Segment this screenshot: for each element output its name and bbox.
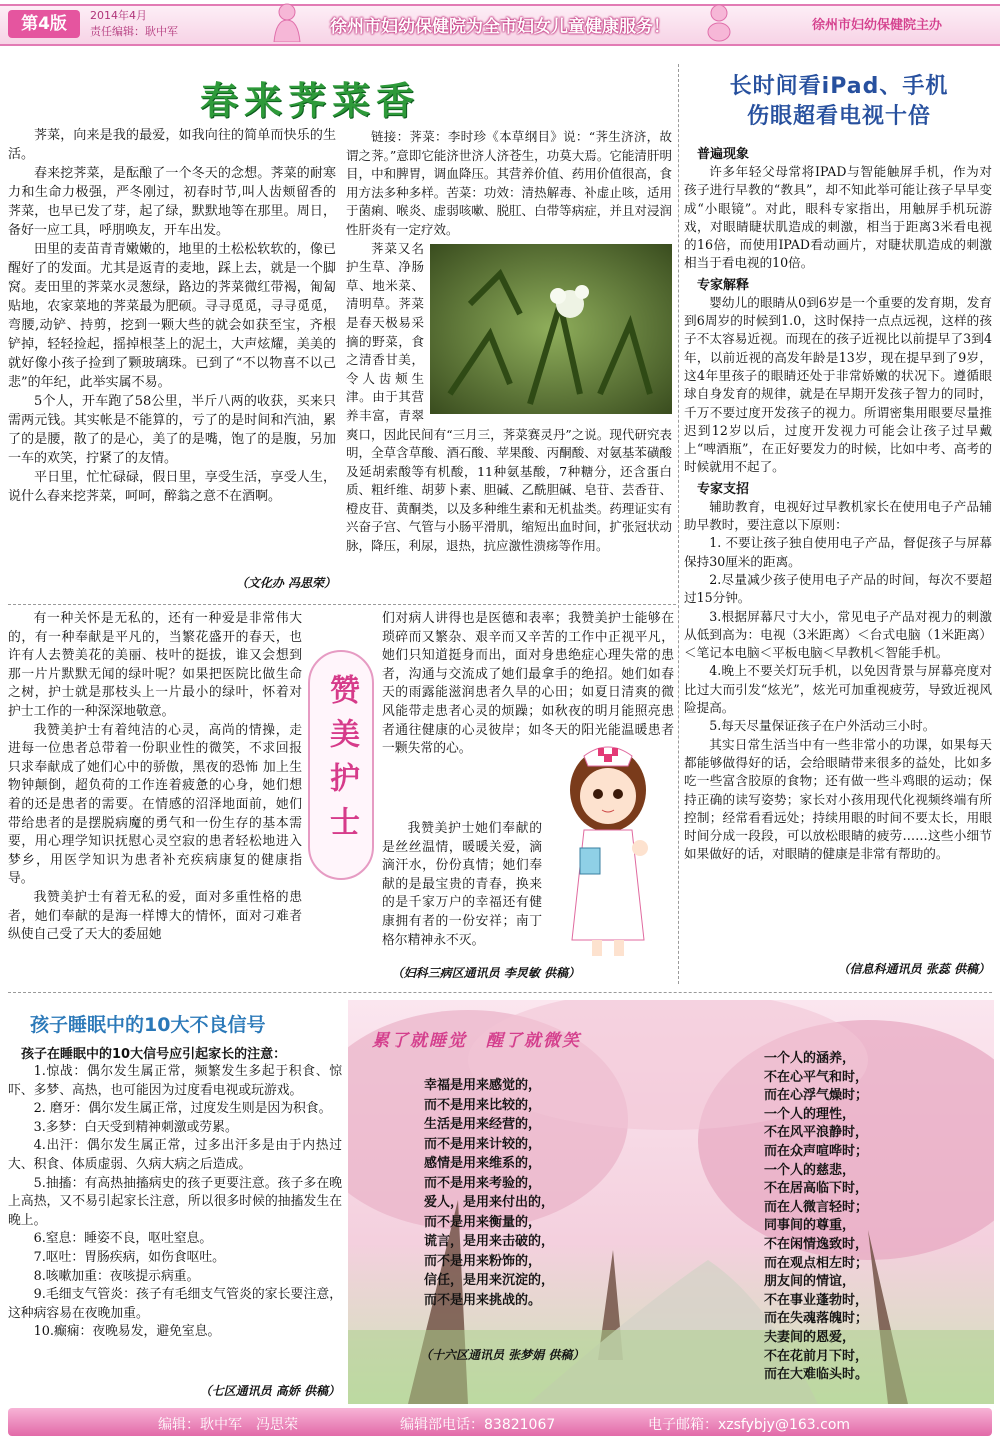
article4-item: 2. 磨牙：偶尔发生属正常，过度发生则是因为积食。 <box>33 1101 332 1117</box>
poem-line: 而在众声喧哗时； <box>764 1143 869 1159</box>
article4-item: 9.毛细支气管炎：孩子有毛细支气管炎的家长要注意，这种病容易在夜晚加重。 <box>8 1287 342 1321</box>
article1-paragraph: 田里的麦苗青青嫩嫩的，地里的土松松软软的，像已醒好了的发面。尤其是返青的麦地，踩上去，就是一个脚窝。麦田里的荠菜水灵葱绿，路边的荠菜微红带褐，匍匐贴地，农家菜地的荠菜最为肥硕。寻寻觅觅，寻寻觅觅，弯腰,动铲、持剪，挖到一颗大些的就会如获至宝，齐根铲掉，轻轻捡起，摇掉根茎上的泥土，大声炫耀，美美的就好像小孩子捡到了颗玻璃珠。已到了“不以物喜不以己悲”的年纪，此举实属不易。 <box>8 242 336 390</box>
page-header <box>0 0 1000 44</box>
poem-line: 而在人微言轻时； <box>764 1199 869 1215</box>
shepherds-purse-photo <box>430 244 672 414</box>
article4-item: 6.窒息：睡姿不良，呕吐窒息。 <box>33 1231 213 1247</box>
article3-paragraph: 我赞美护士有着无私的爱，面对多重性格的患者，她们奉献的是海一样博大的情怀，面对刁难者纵使自己受了天大的委屈她 <box>8 889 302 943</box>
article3-paragraph: 有一种关怀是无私的，还有一种爱是非常伟大的，有一种奉献是平凡的，当繁花盛开的春天，也许有人去赞美花的美丽、枝叶的挺拔，谁又会想到那一片片默默无闻的绿叶呢？如果把医院比做生命之树，护士就是那枝头上一片最小的绿叶，怀着对护士工作的一种深深地敬意。 <box>8 611 302 719</box>
article2-paragraph: 1. 不要让孩子独自使用电子产品，督促孩子与屏幕保持30厘米的距离。 <box>684 535 992 569</box>
issue-editor: 责任编辑：耿中军 <box>90 25 178 38</box>
poem-line: 而不是用来计较的， <box>424 1136 542 1152</box>
article2-subhead: 普遍现象 <box>697 147 750 162</box>
page-footer <box>8 1408 992 1436</box>
article2-paragraph: 2.尽量减少孩子使用电子产品的时间，每次不要超过15分钟。 <box>684 571 992 606</box>
column-divider <box>678 64 679 984</box>
footer-email: 电子邮箱：xzsfybjy@163.com <box>648 1417 851 1433</box>
poem-line: 幸福是用来感觉的， <box>424 1078 542 1093</box>
article3-credit: （妇科三病区通讯员 李炅敏 供稿） <box>391 966 580 980</box>
article4-credit: （七区通讯员 高娇 供稿） <box>199 1384 340 1398</box>
section-divider <box>8 604 676 605</box>
poem-line: 而不是用来粉饰的， <box>424 1253 542 1269</box>
article1-credit: （文化办 冯思荣） <box>235 576 336 590</box>
mother-figure-icon <box>268 2 306 42</box>
article2-paragraph: 4.晚上不要关灯玩手机，以免因背景与屏幕亮度对比过大而引发“炫光”，炫光可加重视疲劳，导致近视风险提高。 <box>684 663 992 716</box>
article2-paragraph: 许多年轻父母常将IPAD与智能触屏手机，作为对孩子进行早教的“教具”，却不知此举可能让孩子早早变成“小眼镜”。对此，眼科专家指出，用触屏手机玩游戏，对眼睛睫状肌造成的刺激，相当于距离3米看电视的16倍，而使用IPAD看动画片，对睫状肌造成的刺激相当于看电视的10倍。 <box>684 164 992 271</box>
article3-title-box <box>308 650 374 880</box>
article2-paragraph: 婴幼儿的眼睛从0到6岁是一个重要的发育期，发育到6周岁的时候到1.0，这时保持一点点远视，这样的孩子不太容易近视。而现在的孩子近视比以前提早了3到4年，以前近视的高发年龄是13岁，现在提早到了9岁，这4年里孩子的眼睛还处于非常娇嫩的状况下。遵循眼球自身发育的规律，就是在早期开发孩子智力的同时，千万不要过度开发孩子的视力。所谓密集用眼要尽量推迟到12岁以后，过度开发视力可能会让孩子过早戴上“啤酒瓶”，在正好要发力的时候，比如中考、高考的时候就用不起了。 <box>684 294 992 475</box>
article4-item: 1.惊战：偶尔发生属正常，频繁发生多起于积食、惊吓、多梦、高热，也可能因为过度看电视或玩游戏。 <box>8 1064 342 1098</box>
article2-paragraph: 辅助教育，电视好过早教机家长在使用电子产品辅助早教时，要注意以下原则： <box>684 498 992 533</box>
article4-item: 3.多梦：白天受到精神刺激或劳累。 <box>33 1119 238 1135</box>
article2-paragraph: 5.每天尽量保证孩子在户外活动三小时。 <box>709 718 936 734</box>
article2-body <box>684 142 992 864</box>
poem-line: 不在心平气和时， <box>764 1069 869 1085</box>
article4-body <box>8 1042 342 1342</box>
poem-line: 而不是用来挑战的。 <box>424 1292 542 1308</box>
article2-subhead: 专家支招 <box>697 481 750 497</box>
article1-paragraph: 5个人，开车跑了58公里，半斤八两的收获，买来只需两元钱。其实帐是不能算的，亏了的是时间和汽油，累了的是腰，散了的是心，美了的是嘴，饱了的是腹，另加一车的欢笑，拧紧了的友情。 <box>8 394 336 466</box>
poem-line: 同事间的尊重， <box>764 1218 856 1234</box>
footer-editors: 编辑：耿中军 冯思荣 <box>158 1417 298 1433</box>
article1-sidebar-text: 荠菜又名护生草、净肠草、地米菜、清明草。荠菜是春天极易采摘的野菜，食之清香甘美，令人齿颊生津。由于其营养丰富，青翠爽口，因此民间有“三月三，荠菜赛灵丹”之说。现代研究表明，全草含草酸、酒石酸、苹果酸、丙酮酸、对氨基苯磺酸及延胡索酸等有机酸，11种氨基酸，7种糖分，还含蛋白质、粗纤维、胡萝卜素、胆碱、乙酰胆碱、皂苷、芸香苷、橙皮苷、黄酮类，以及多种维生素和无机盐类。药理证实有兴奋子宫、气管与小肠平滑肌，缩短出血时间，扩张冠状动脉，降压，利尿，退热，抗应激性溃疡等作用。 <box>346 240 672 554</box>
article2-title-line: 长时间看iPad、手机 <box>729 74 949 99</box>
article1-sidebar <box>346 128 672 556</box>
article5-credit: （十六区通讯员 张梦娟 供稿） <box>420 1348 585 1362</box>
article3-paragraph: 我赞美护士她们奉献的是丝丝温情，暖暖关爱，滴滴汗水，份份真情；她们奉献的是最宝贵的青春，换来的是千家万户的幸福还有健康拥有者的一份安祥；南丁格尔精神永不灭。 <box>382 821 542 948</box>
poem-line: 夫妻间的恩爱， <box>764 1329 856 1345</box>
poem-line: 一个人的慈悲， <box>764 1162 856 1178</box>
issue-date: 2014年4月 <box>90 9 147 22</box>
poem-line: 生活是用来经营的， <box>424 1117 542 1132</box>
article3-right-bottom <box>382 820 542 950</box>
poem-line: 感情是用来维系的， <box>424 1156 542 1171</box>
poem-line: 朋友间的情谊， <box>764 1274 856 1290</box>
poem-line: 而在观点相左时； <box>764 1255 869 1271</box>
article4-item: 8.咳嗽加重：夜咳提示病重。 <box>33 1268 200 1284</box>
article3-left <box>8 610 302 945</box>
poem-line: 而在大难临头时。 <box>764 1367 869 1383</box>
article2-subhead: 专家解释 <box>697 277 750 293</box>
article4-lead: 孩子在睡眠中的10大信号应引起家长的注意： <box>21 1047 287 1062</box>
poem-line: 而在失魂落魄时； <box>764 1311 869 1327</box>
article5-title: 累了就睡觉 醒了就微笑 <box>372 1031 581 1051</box>
article2-title <box>686 72 992 132</box>
article1-paragraph: 平日里，忙忙碌碌，假日里，享受生活，享受人生，说什么春来挖荠菜，呵呵，醉翁之意不在酒啊。 <box>8 470 336 504</box>
footer-phone: 编辑部电话：83821067 <box>400 1417 556 1433</box>
poem-line: 不在居高临下时， <box>764 1181 869 1197</box>
article2-credit: （信息科通讯员 张蕊 供稿） <box>837 962 990 976</box>
article1-paragraph: 荠菜，向来是我的最爱，如我向往的简单而快乐的生活。 <box>8 128 336 162</box>
poem-line: 一个人的涵养， <box>764 1051 856 1066</box>
poem-line: 而在心浮气燥时； <box>764 1088 869 1104</box>
article4-item: 4.出汗：偶尔发生属正常，过多出汗多是由于内热过大、积食、体质虚弱、久病大病之后造成。 <box>8 1138 342 1172</box>
article2-title-line: 伤眼超看电视十倍 <box>746 104 931 129</box>
article4-title: 孩子睡眠中的10大不良信号 <box>30 1014 266 1036</box>
baby-figure-icon <box>700 2 738 42</box>
article4-item: 10.癫痫：夜晚易发，避免室息。 <box>33 1324 221 1340</box>
poem-line: 不在花前月下时， <box>764 1348 869 1364</box>
header-sponsor: 徐州市妇幼保健院主办 <box>812 18 943 33</box>
article2-paragraph: 3.根据屏幕尺寸大小，常见电子产品对视力的刺激从低到高为：电视（3米距离）＜台式电脑（1米距离）＜笔记本电脑＜平板电脑＜早教机＜智能手机。 <box>684 608 992 661</box>
poem-line: 一个人的理性， <box>764 1106 856 1122</box>
poem-line: 而不是用来衡量的， <box>424 1214 542 1230</box>
article1-sidebar-text: 链接：荠菜：李时珍《本草纲目》说：“荠生济济，故谓之荠。”意即它能济世济人济苍生，功莫大焉。它能清肝明目，中和脾胃，调血降压。其营养价值、药用价值很高，食用方法多种多样。苦菜：功效：清热解毒、补虚止咳，适用于菌痢、喉炎、虚弱咳嗽、脱肛、白带等病症，并且对浸润性肝炎有一定疗效。 <box>346 129 672 237</box>
article1-body <box>8 126 336 506</box>
article5-poem1 <box>424 1076 620 1310</box>
header-slogan: 徐州市妇幼保健院为全市妇女儿童健康服务！ <box>330 17 670 37</box>
poem-line: 而不是用来比较的， <box>424 1097 542 1113</box>
article3-paragraph: 我赞美护士有着纯洁的心灵，高尚的情操，走进每一位患者总带着一份职业性的微笑，不求回报只求奉献成了她们心中的骄傲，黑夜的恐怖 加上生物钟颠倒，超负荷的工作连着疲惫的心身，她们想着的还是患者的需要。在情感的沼泽地面前，她们带给患者的是摆脱病魔的勇气和一份生存的基本需要，用心理学知识抚慰心灵空寂的患者轻松地进入梦乡，用医学知识为患者补充疾病康复的健康指导。 <box>8 722 302 887</box>
poem-line: 不在风平浪静时， <box>764 1125 869 1141</box>
poem-line: 爱人，是用来付出的， <box>424 1195 555 1210</box>
poem-line: 信任，是用来沉淀的， <box>424 1273 555 1288</box>
article1-paragraph: 春来挖荠菜，是酝酿了一个冬天的念想。荠菜的耐寒力和生命力极强，严冬刚过，初春时节,叫人齿颊留香的荠菜，也早已发了芽，起了绿，默默地等在那里。周日，备好一应工具，呼朋唤友，开车出发。 <box>8 166 336 238</box>
poem-line: 而不是用来考验的， <box>424 1175 542 1191</box>
article2-paragraph: 其实日常生活当中有一些非常小的功课，如果每天都能够做得好的话，会给眼睛带来很多的益处，比如多吃一些富含胶原的食物；还有做一些斗鸡眼的运动；保持正确的读写姿势；家长对小孩用现代化视频终端有所控制；经常看看远处；持续用眼的时间不要太长，用眼时间分成一段段，可以放松眼睛的疲劳……这些小细节如果做好的话，对眼睛的健康是非常有帮助的。 <box>684 736 992 862</box>
poem-line: 不在闲情逸致时， <box>764 1236 869 1252</box>
issue-meta <box>90 8 178 40</box>
section-divider <box>8 992 992 993</box>
article4-item: 7.呕吐：胃肠疾病，如伤食呕吐。 <box>33 1249 225 1265</box>
poem-line: 谎言，是用来击破的， <box>424 1234 555 1249</box>
article5-poem2 <box>764 1050 924 1385</box>
article3-paragraph: 们对病人讲得也是医德和表率；我赞美护士能够在琐碎而又繁杂、艰辛而又辛苦的工作中正视平凡，她们只知道挺身而出，面对身患绝症心理失常的患者，沟通与交流成了她们最拿手的绝招。她们如春天的雨露能滋润患者久旱的心田；如夏日清爽的微风能带走患者心灵的烦躁；如秋夜的明月能照亮患者通往健康的心灵彼岸；如冬天的阳光能温暖患者一颗失常的心。 <box>382 611 674 757</box>
page-number: 第4版 <box>8 10 80 38</box>
nurse-cartoon <box>548 730 668 960</box>
article1-title: 春来荠菜香 <box>200 78 421 123</box>
poem-line: 不在事业蓬勃时， <box>764 1292 869 1308</box>
article3-title: 赞美护士 <box>324 674 359 850</box>
article4-item: 5.抽搐：有高热抽搐病史的孩子更要注意。孩子多在晚上高热，又不易引起家长注意，所以很多时候的抽搐发生在晚上。 <box>8 1175 342 1228</box>
